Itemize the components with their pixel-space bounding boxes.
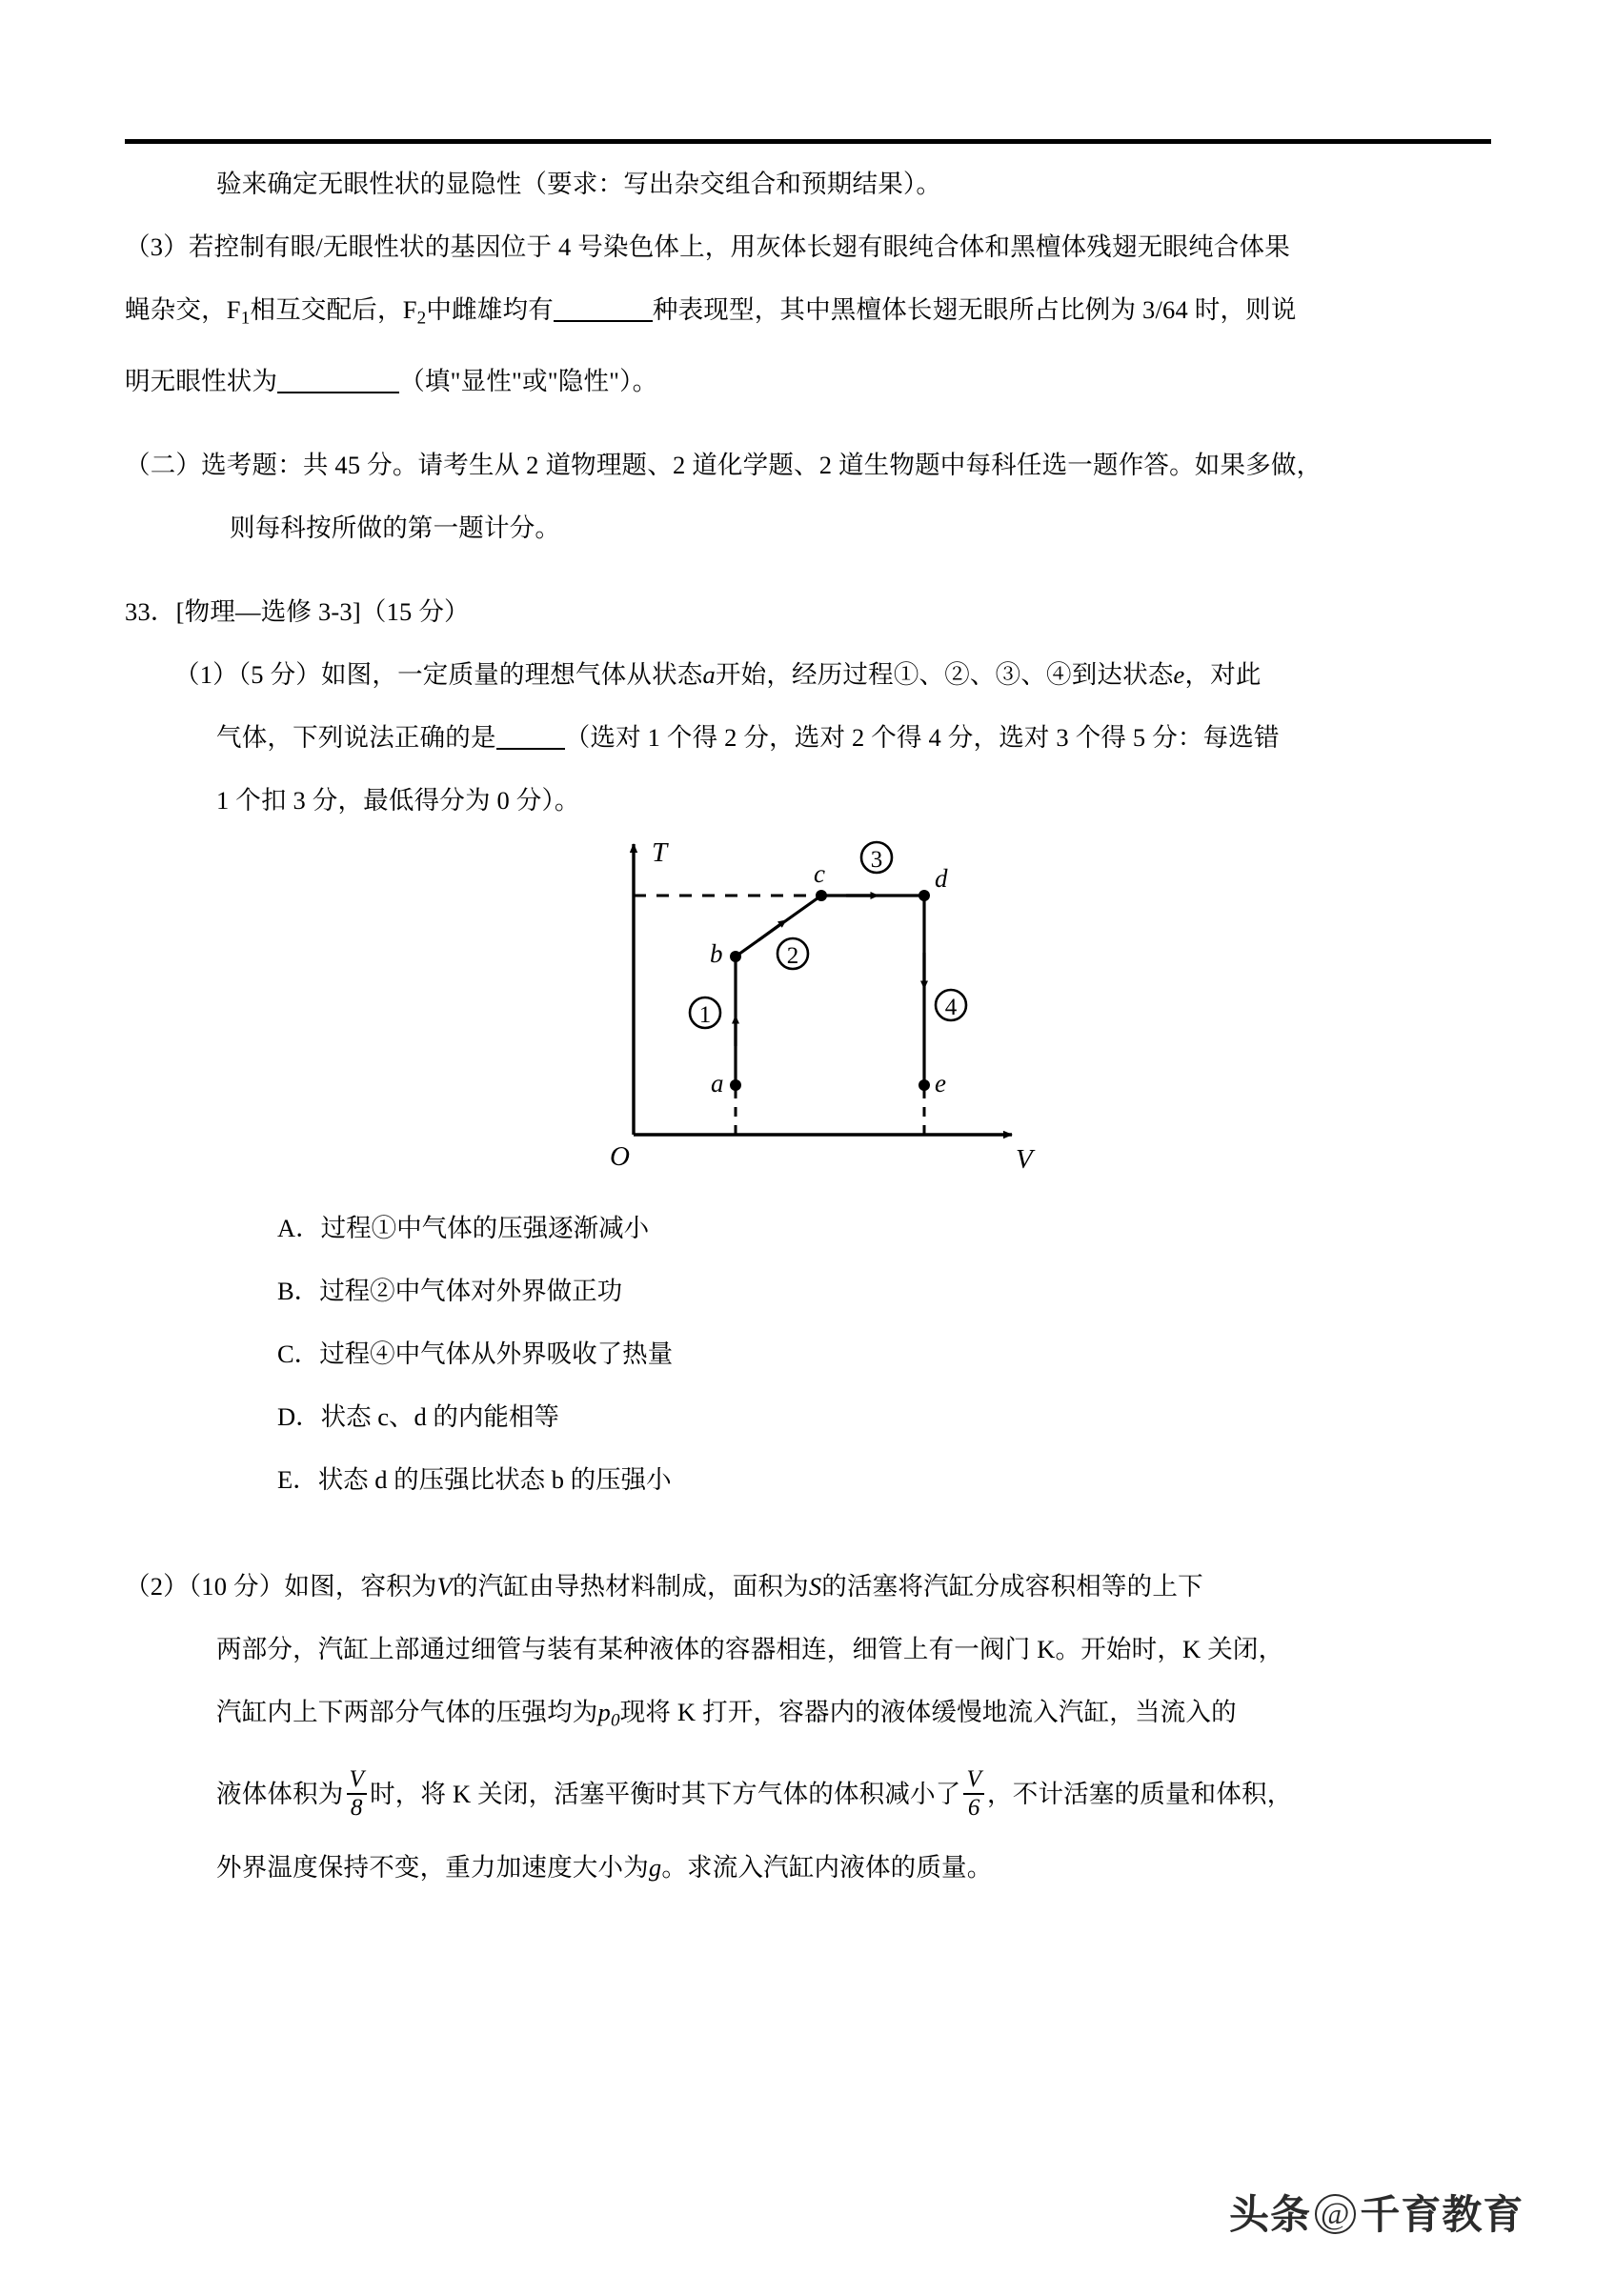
option-A-label: A．: [277, 1214, 321, 1242]
q33-p2-text-i: 外界温度保持不变，重力加速度大小为: [216, 1853, 649, 1883]
state-label-b: b: [710, 939, 723, 968]
option-C-text: 过程④中气体从外界吸收了热量: [319, 1339, 674, 1368]
state-point-a: [730, 1079, 741, 1091]
q33-part2-line-3: [125, 1681, 1497, 1752]
pressure-subscript: 0: [610, 1710, 620, 1731]
section-heading-line-1: （二）选考题：共 45 分。请考生从 2 道物理题、2 道化学题、2 道生物题中每科任选一题作答。如果多做，: [125, 451, 1322, 480]
q33-p2-text-d: 汽缸内上下两部分气体的压强均为: [216, 1698, 598, 1726]
q3-text-d: 种表现型，其中黑檀体长翅无眼所占比例为 3/64 时，则说: [652, 295, 1297, 324]
q3-text-b: 相互交配后，F: [250, 295, 417, 324]
option-D-text: 状态 c、d 的内能相等: [320, 1402, 559, 1431]
q33-p2-text-b: 的汽缸由导热材料制成，面积为: [453, 1572, 809, 1601]
state-label-d: d: [935, 864, 948, 893]
option-D-label: D．: [277, 1402, 321, 1431]
state-point-c: [816, 890, 827, 901]
q33-p1-text-a: （1）（5 分）如图，一定质量的理想气体从状态: [174, 660, 703, 690]
svg-text:2: 2: [786, 943, 799, 969]
fraction-1-numerator: V: [347, 1767, 368, 1795]
state-label-c: c: [814, 859, 825, 888]
question-33-number: 33．: [125, 597, 176, 627]
biology-q3-line-3: [125, 350, 1497, 413]
options-list: [125, 1197, 1497, 1511]
q3-sub-1: 1: [240, 308, 251, 329]
state-e-symbol: e: [1173, 660, 1185, 690]
v-axis-label: V: [1016, 1144, 1033, 1175]
question-33-title: [125, 580, 1497, 643]
option-A[interactable]: [125, 1197, 1497, 1259]
option-C[interactable]: [125, 1322, 1497, 1385]
fraction-v-over-8: [347, 1767, 368, 1820]
q33-part2-line-2: 两部分，汽缸上部通过细管与装有某种液体的容器相连，细管上有一阀门 K。开始时，K 关闭，: [216, 1635, 1284, 1663]
fraction-1-denominator: 8: [350, 1795, 363, 1822]
q33-p1-text-d: 气体，下列说法正确的是: [216, 723, 496, 753]
fraction-2-numerator: V: [963, 1767, 984, 1795]
q33-part2-line-1: [125, 1555, 1497, 1618]
q33-p2-text-j: 。求流入汽缸内液体的质量。: [661, 1853, 993, 1883]
option-E-text: 状态 d 的压强比状态 b 的压强小: [317, 1465, 672, 1494]
question-33-subject: [物理—选修 3-3]（15 分）: [175, 597, 470, 627]
tv-diagram-figure: [572, 798, 1067, 1179]
q3-text-f: （填"显性"或"隐性"）。: [399, 367, 658, 396]
svg-text:1: 1: [698, 1002, 712, 1028]
q33-p2-text-f: 液体体积为: [216, 1780, 344, 1809]
state-label-a: a: [711, 1069, 724, 1098]
gravity-symbol: g: [648, 1853, 662, 1883]
q33-p2-text-e: 现将 K 打开，容器内的液体缓慢地流入汽缸，当流入的: [619, 1698, 1237, 1726]
q33-part2: [125, 1555, 1497, 1899]
q33-part1-line-1: [125, 643, 1497, 706]
section-heading-line-2: 则每科按所做的第一题计分。: [230, 514, 561, 543]
watermark-at-icon: @: [1315, 2194, 1356, 2234]
volume-symbol: V: [436, 1572, 454, 1601]
q3-text-a: 蝇杂交，F: [125, 295, 241, 324]
q3-sub-2: 2: [416, 308, 427, 329]
svg-text:4: 4: [944, 995, 958, 1020]
process-marker-3: [861, 842, 892, 873]
state-a-symbol: a: [702, 660, 716, 690]
state-point-e: [919, 1079, 930, 1091]
q33-part1-line-3: 1 个扣 3 分，最低得分为 0 分）。: [216, 786, 580, 816]
option-E-label: E．: [277, 1465, 318, 1494]
origin-label: O: [610, 1141, 630, 1172]
q3-text-c: 中雌雄均有: [426, 295, 554, 324]
q33-p2-text-g: 时，将 K 关闭，活塞平衡时其下方气体的体积减小了: [370, 1780, 961, 1809]
area-symbol: S: [808, 1572, 822, 1601]
q33-part2-line-5: [125, 1836, 1497, 1899]
option-E[interactable]: [125, 1448, 1497, 1511]
t-axis-label: T: [652, 837, 668, 868]
watermark: [1229, 2184, 1553, 2246]
tv-diagram-svg: [572, 798, 1067, 1179]
fraction-2-denominator: 6: [967, 1795, 980, 1822]
page-content: [125, 152, 1497, 832]
biology-line-1: 验来确定无眼性状的显隐性（要求：写出杂交组合和预期结果）。: [216, 170, 942, 198]
process-marker-1: [690, 997, 720, 1028]
process-marker-2: [777, 938, 808, 969]
watermark-account: 千育教育: [1360, 2192, 1524, 2237]
option-A-text: 过程①中气体的压强逐渐减小: [320, 1214, 650, 1242]
q33-p1-text-c: ，对此: [1184, 660, 1262, 690]
header-rule: [125, 139, 1491, 144]
state-point-b: [730, 951, 741, 962]
q3-text-e: 明无眼性状为: [125, 367, 278, 396]
option-B-label: B．: [277, 1277, 320, 1305]
q33-part2-line-4: [125, 1752, 1497, 1836]
q33-p2-text-h: ，不计活塞的质量和体积，: [987, 1780, 1293, 1809]
state-label-e: e: [935, 1069, 946, 1098]
process-marker-4: [936, 990, 966, 1020]
q33-part1-line-2: [125, 706, 1497, 769]
option-D[interactable]: [125, 1385, 1497, 1448]
q33-p1-text-e: （选对 1 个得 2 分，选对 2 个得 4 分，选对 3 个得 5 分：每选错: [564, 723, 1280, 753]
state-point-d: [919, 890, 930, 901]
answer-blank-phenotype-count[interactable]: [554, 320, 653, 322]
biology-q3-line-1: （3）若控制有眼/无眼性状的基因位于 4 号染色体上，用灰体长翅有眼纯合体和黑檀体残翅无眼纯合体果: [125, 232, 1290, 261]
answer-blank-dominance[interactable]: [277, 392, 399, 393]
option-B[interactable]: [125, 1259, 1497, 1322]
option-B-text: 过程②中气体对外界做正功: [319, 1277, 623, 1305]
pressure-symbol: p: [597, 1698, 611, 1726]
option-C-label: C．: [277, 1339, 320, 1368]
q33-p2-text-c: 的活塞将汽缸分成容积相等的上下: [821, 1572, 1203, 1601]
svg-text:3: 3: [870, 847, 883, 873]
q33-p2-text-a: （2）（10 分）如图，容积为: [125, 1572, 437, 1601]
fraction-v-over-6: [963, 1767, 984, 1820]
process-2-arrow: [758, 922, 783, 940]
answer-blank-multiple-choice[interactable]: [496, 748, 565, 750]
biology-q3-line-2: [125, 278, 1497, 350]
q33-p1-text-b: 开始，经历过程①、②、③、④到达状态: [715, 660, 1174, 690]
watermark-brand: 头条: [1229, 2192, 1312, 2237]
